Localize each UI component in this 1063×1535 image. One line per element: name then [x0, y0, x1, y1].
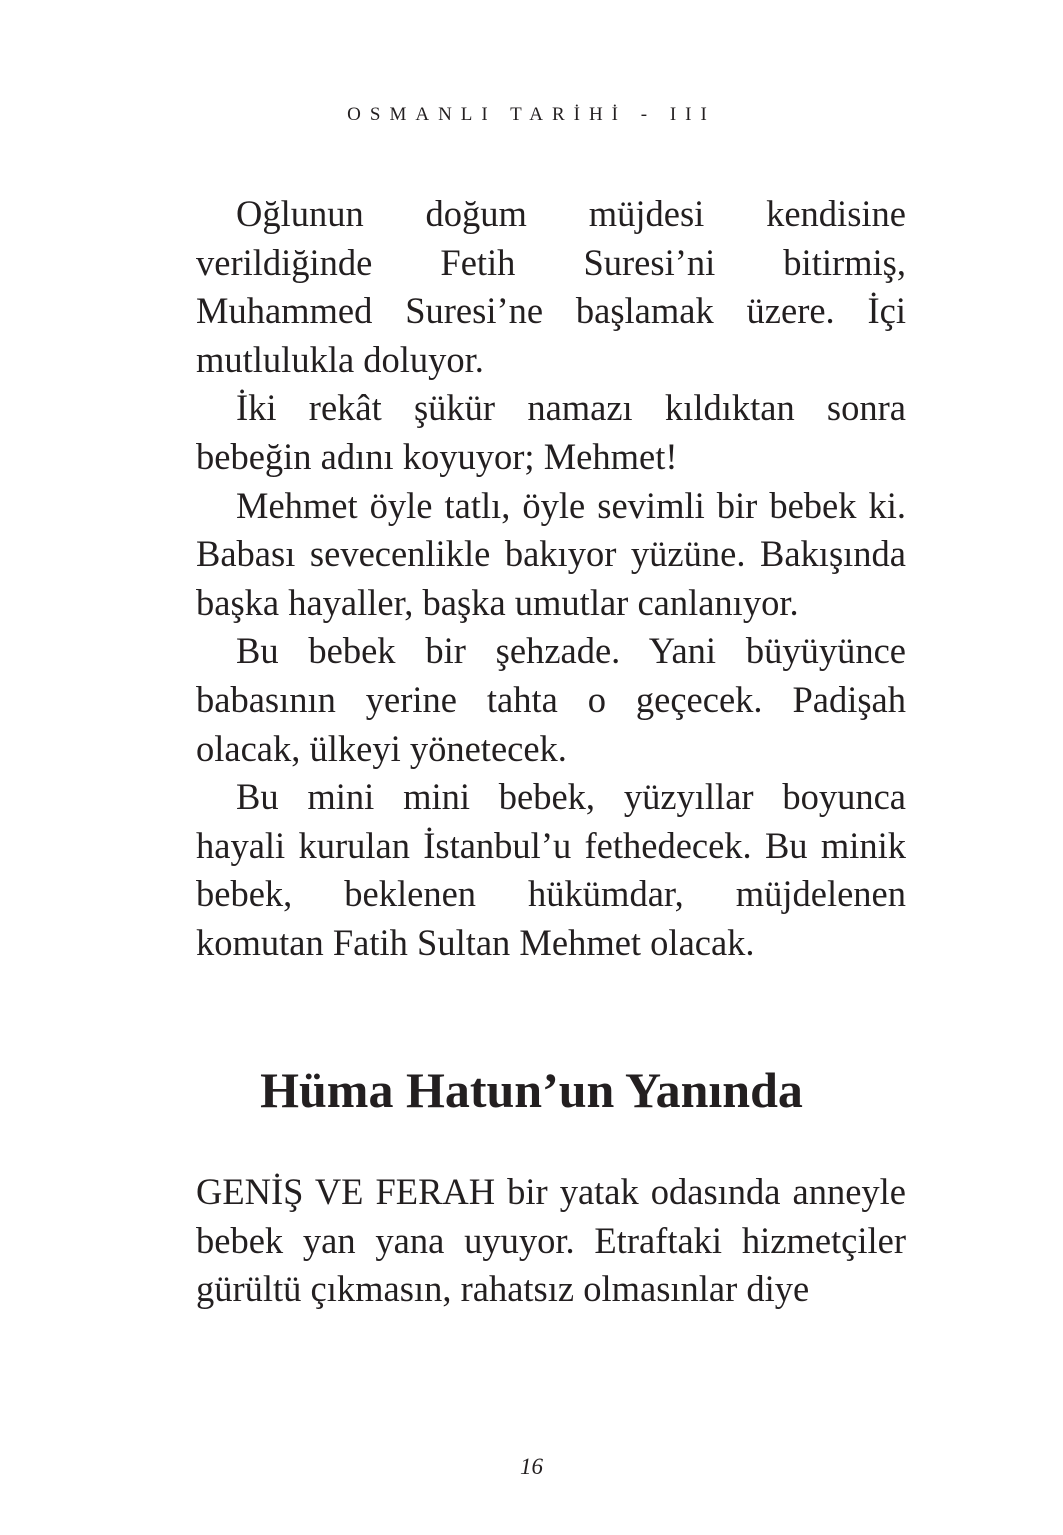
paragraph: Bu mini mini bebek, yüzyıllar boyunca hayali kurulan İstanbul’u fethedecek. Bu minik bebek, beklenen hükümdar, müjdelenen komutan Fatih Sultan Mehmet olacak. [196, 776, 906, 963]
body-text-section-2 [196, 1168, 906, 1314]
paragraph: Oğlunun doğum müjdesi kendisine verildiğinde Fetih Suresi’ni bitirmiş, Muhammed Suresi’ne başlamak üzere. İçi mutlulukla doluyor. [196, 193, 906, 380]
body-text-section-1 [196, 190, 906, 968]
paragraph: Bu bebek bir şehzade. Yani büyüyünce babasının yerine tahta o geçecek. Padişah olacak, ülkeyi yönetecek. [196, 630, 906, 769]
paragraph: GENİŞ VE FERAH bir yatak odasında anneyle bebek yan yana uyuyor. Etraftaki hizmetçiler gürültü çıkmasın, rahatsız olmasınlar diye [196, 1171, 906, 1310]
paragraph: Mehmet öyle tatlı, öyle sevimli bir bebek ki. Babası sevecenlikle bakıyor yüzüne. Bakışında başka hayaller, başka umutlar canlanıyor. [196, 484, 906, 623]
running-head: OSMANLI TARİHİ - III [347, 104, 716, 125]
section-heading: Hüma Hatun’un Yanında [260, 1062, 803, 1118]
paragraph: İki rekât şükür namazı kıldıktan sonra bebeğin adını koyuyor; Mehmet! [196, 387, 906, 477]
page-number: 16 [520, 1454, 543, 1479]
